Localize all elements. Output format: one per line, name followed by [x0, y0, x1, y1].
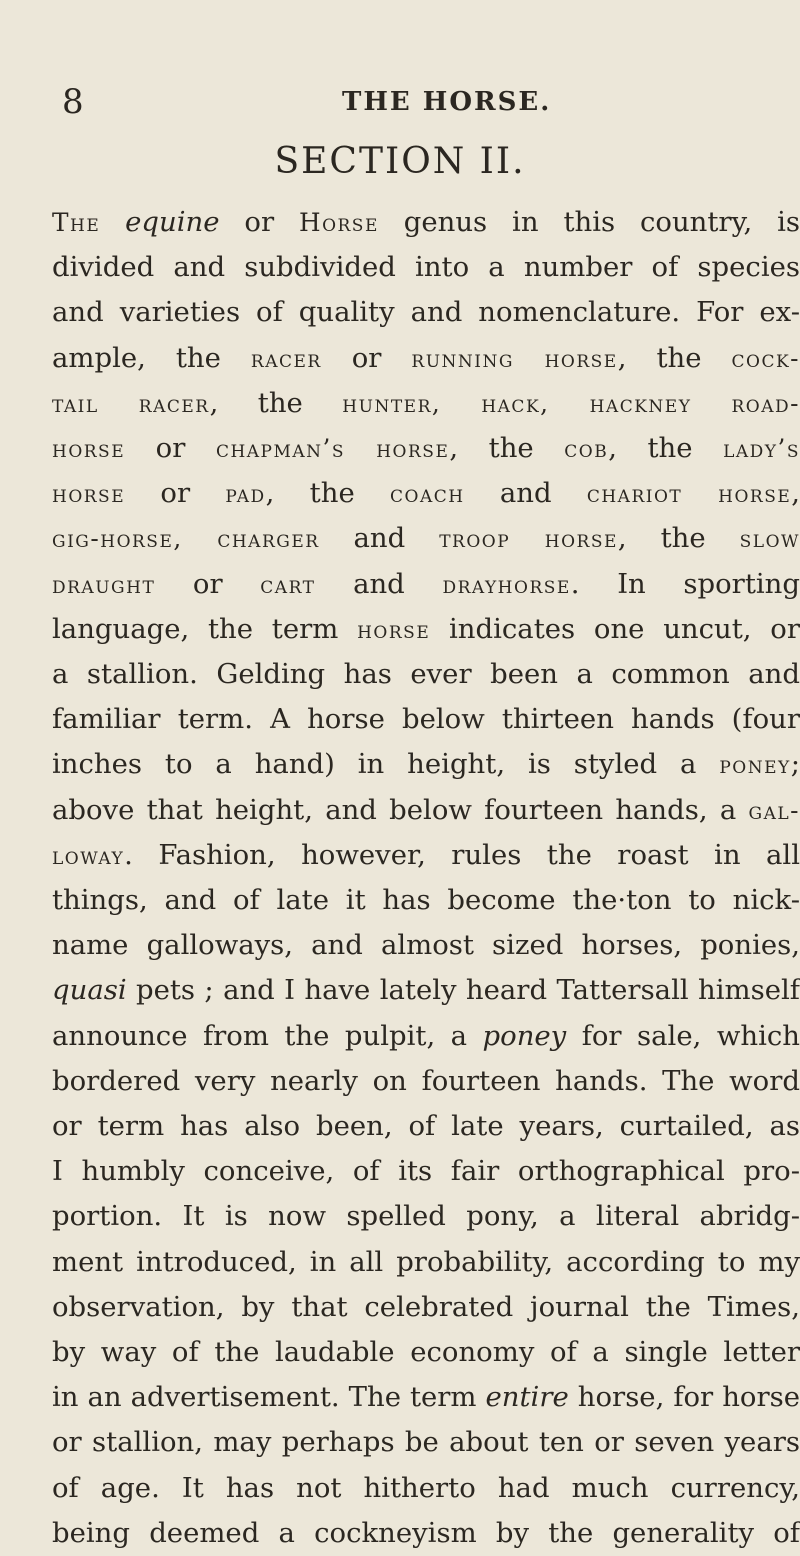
text-run: of age. It has not hitherto had much currency,	[52, 1472, 800, 1504]
text-run	[100, 206, 125, 238]
text-line	[52, 1194, 800, 1239]
small-caps-text: running horse	[411, 344, 617, 373]
text-line	[52, 1375, 800, 1420]
text-run: a stallion. Gelding has ever been a common and	[52, 658, 800, 690]
text-line	[52, 1240, 800, 1285]
text-line	[52, 1149, 800, 1194]
text-line	[52, 245, 800, 290]
text-line	[52, 336, 800, 381]
text-run: being deemed a cockneyism by the generality of	[52, 1517, 800, 1549]
text-line	[52, 1466, 800, 1511]
text-run: or	[125, 477, 225, 509]
text-line	[52, 1104, 800, 1149]
text-line	[52, 200, 800, 245]
small-caps-text: horse	[52, 479, 125, 508]
text-run: or	[155, 568, 260, 600]
small-caps-text: cob	[564, 434, 608, 463]
text-line	[52, 968, 800, 1013]
text-line	[52, 1059, 800, 1104]
text-run: pets ; and I have lately heard Tattersall himself	[127, 974, 800, 1006]
text-run: name galloways, and almost sized horses, ponies,	[52, 929, 800, 961]
text-line	[52, 381, 800, 426]
small-caps-text: coach	[390, 479, 465, 508]
text-run: genus in this country, is	[379, 206, 800, 238]
section-title: SECTION II.	[0, 140, 800, 184]
text-line	[52, 607, 800, 652]
small-caps-text: chariot horse	[587, 479, 791, 508]
text-run: or	[220, 206, 299, 238]
text-run: announce from the pulpit, a	[52, 1020, 483, 1052]
text-line	[52, 290, 800, 335]
text-run: by way of the laudable economy of a single letter	[52, 1336, 800, 1368]
text-run: ment introduced, in all probability, according to my	[52, 1246, 800, 1278]
text-run: familiar term. A horse below thirteen hands (four	[52, 703, 800, 735]
italic-text: quasi	[52, 974, 127, 1006]
text-run: ample, the	[52, 342, 251, 374]
page-header	[62, 82, 762, 122]
text-run: language, the term	[52, 613, 357, 645]
small-caps-text: horse	[357, 615, 430, 644]
text-run: and	[465, 477, 587, 509]
text-run: portion. It is now spelled pony, a literal abridg-	[52, 1200, 800, 1232]
text-run: divided and subdivided into a number of species	[52, 251, 800, 283]
text-run: , the	[608, 432, 723, 464]
italic-text: equine	[125, 206, 219, 238]
text-line	[52, 562, 800, 607]
text-line	[52, 878, 800, 923]
text-line	[52, 426, 800, 471]
text-run: . Fashion, however, rules the roast in all	[124, 839, 800, 871]
text-line	[52, 1285, 800, 1330]
text-run: I humbly conceive, of its fair orthographical pro-	[52, 1155, 800, 1187]
text-run: , the	[618, 522, 740, 554]
small-caps-text: cock-	[732, 344, 800, 373]
small-caps-text: slow	[740, 524, 800, 553]
text-run: for sale, which	[566, 1020, 800, 1052]
text-run: inches to a hand) in height, is styled a	[52, 748, 719, 780]
text-line	[52, 788, 800, 833]
small-caps-text: gal-	[748, 796, 800, 825]
text-run: in an advertisement. The term	[52, 1381, 486, 1413]
text-run: above that height, and below fourteen hands, a	[52, 794, 748, 826]
small-caps-text: cart	[260, 570, 315, 599]
small-caps-text: loway	[52, 841, 124, 870]
small-caps-text: troop horse	[439, 524, 618, 553]
text-run: and varieties of quality and nomenclature. For ex-	[52, 296, 800, 328]
text-run: , the	[618, 342, 732, 374]
text-run: or	[125, 432, 216, 464]
text-line	[52, 471, 800, 516]
small-caps-text: poney	[719, 750, 790, 779]
text-line	[52, 697, 800, 742]
page-number: 8	[62, 82, 84, 122]
small-caps-text: horse	[52, 434, 125, 463]
text-run: bordered very nearly on fourteen hands. The word	[52, 1065, 800, 1097]
running-title: THE HORSE.	[342, 86, 551, 118]
text-run: or	[322, 342, 412, 374]
small-caps-text: lady’s	[723, 434, 800, 463]
small-caps-text: gig-horse, charger	[52, 524, 320, 553]
text-line	[52, 1330, 800, 1375]
text-run: and	[320, 522, 440, 554]
small-caps-text: racer	[251, 344, 322, 373]
text-run: or stallion, may perhaps be about ten or seven years	[52, 1426, 800, 1458]
text-line	[52, 1420, 800, 1465]
text-run: horse, for horse	[569, 1381, 800, 1413]
body-text	[52, 200, 800, 1556]
small-caps-text: pad	[225, 479, 265, 508]
text-line	[52, 516, 800, 561]
text-run: or term has also been, of late years, curtailed, as	[52, 1110, 800, 1142]
small-caps-text: tail racer	[52, 389, 210, 418]
text-run: . In sporting	[571, 568, 800, 600]
text-line	[52, 833, 800, 878]
text-run: and	[315, 568, 442, 600]
small-caps-text: The	[52, 208, 100, 237]
text-line	[52, 742, 800, 787]
small-caps-text: hunter, hack, hackney road-	[342, 389, 800, 418]
small-caps-text: drayhorse	[442, 570, 570, 599]
small-caps-text: Horse	[299, 208, 379, 237]
small-caps-text: draught	[52, 570, 155, 599]
text-run: , the	[449, 432, 564, 464]
text-run: ;	[791, 748, 800, 780]
text-run: indicates one uncut, or	[430, 613, 800, 645]
text-run: , the	[266, 477, 390, 509]
text-line	[52, 1511, 800, 1556]
italic-text: poney	[483, 1020, 567, 1052]
text-run: , the	[210, 387, 343, 419]
text-line	[52, 923, 800, 968]
italic-text: entire	[486, 1381, 569, 1413]
text-run: ,	[791, 477, 800, 509]
text-run: observation, by that celebrated journal the Times,	[52, 1291, 800, 1323]
small-caps-text: chapman’s horse	[216, 434, 449, 463]
text-line	[52, 652, 800, 697]
text-run: things, and of late it has become the·ton to nick-	[52, 884, 800, 916]
text-line	[52, 1014, 800, 1059]
